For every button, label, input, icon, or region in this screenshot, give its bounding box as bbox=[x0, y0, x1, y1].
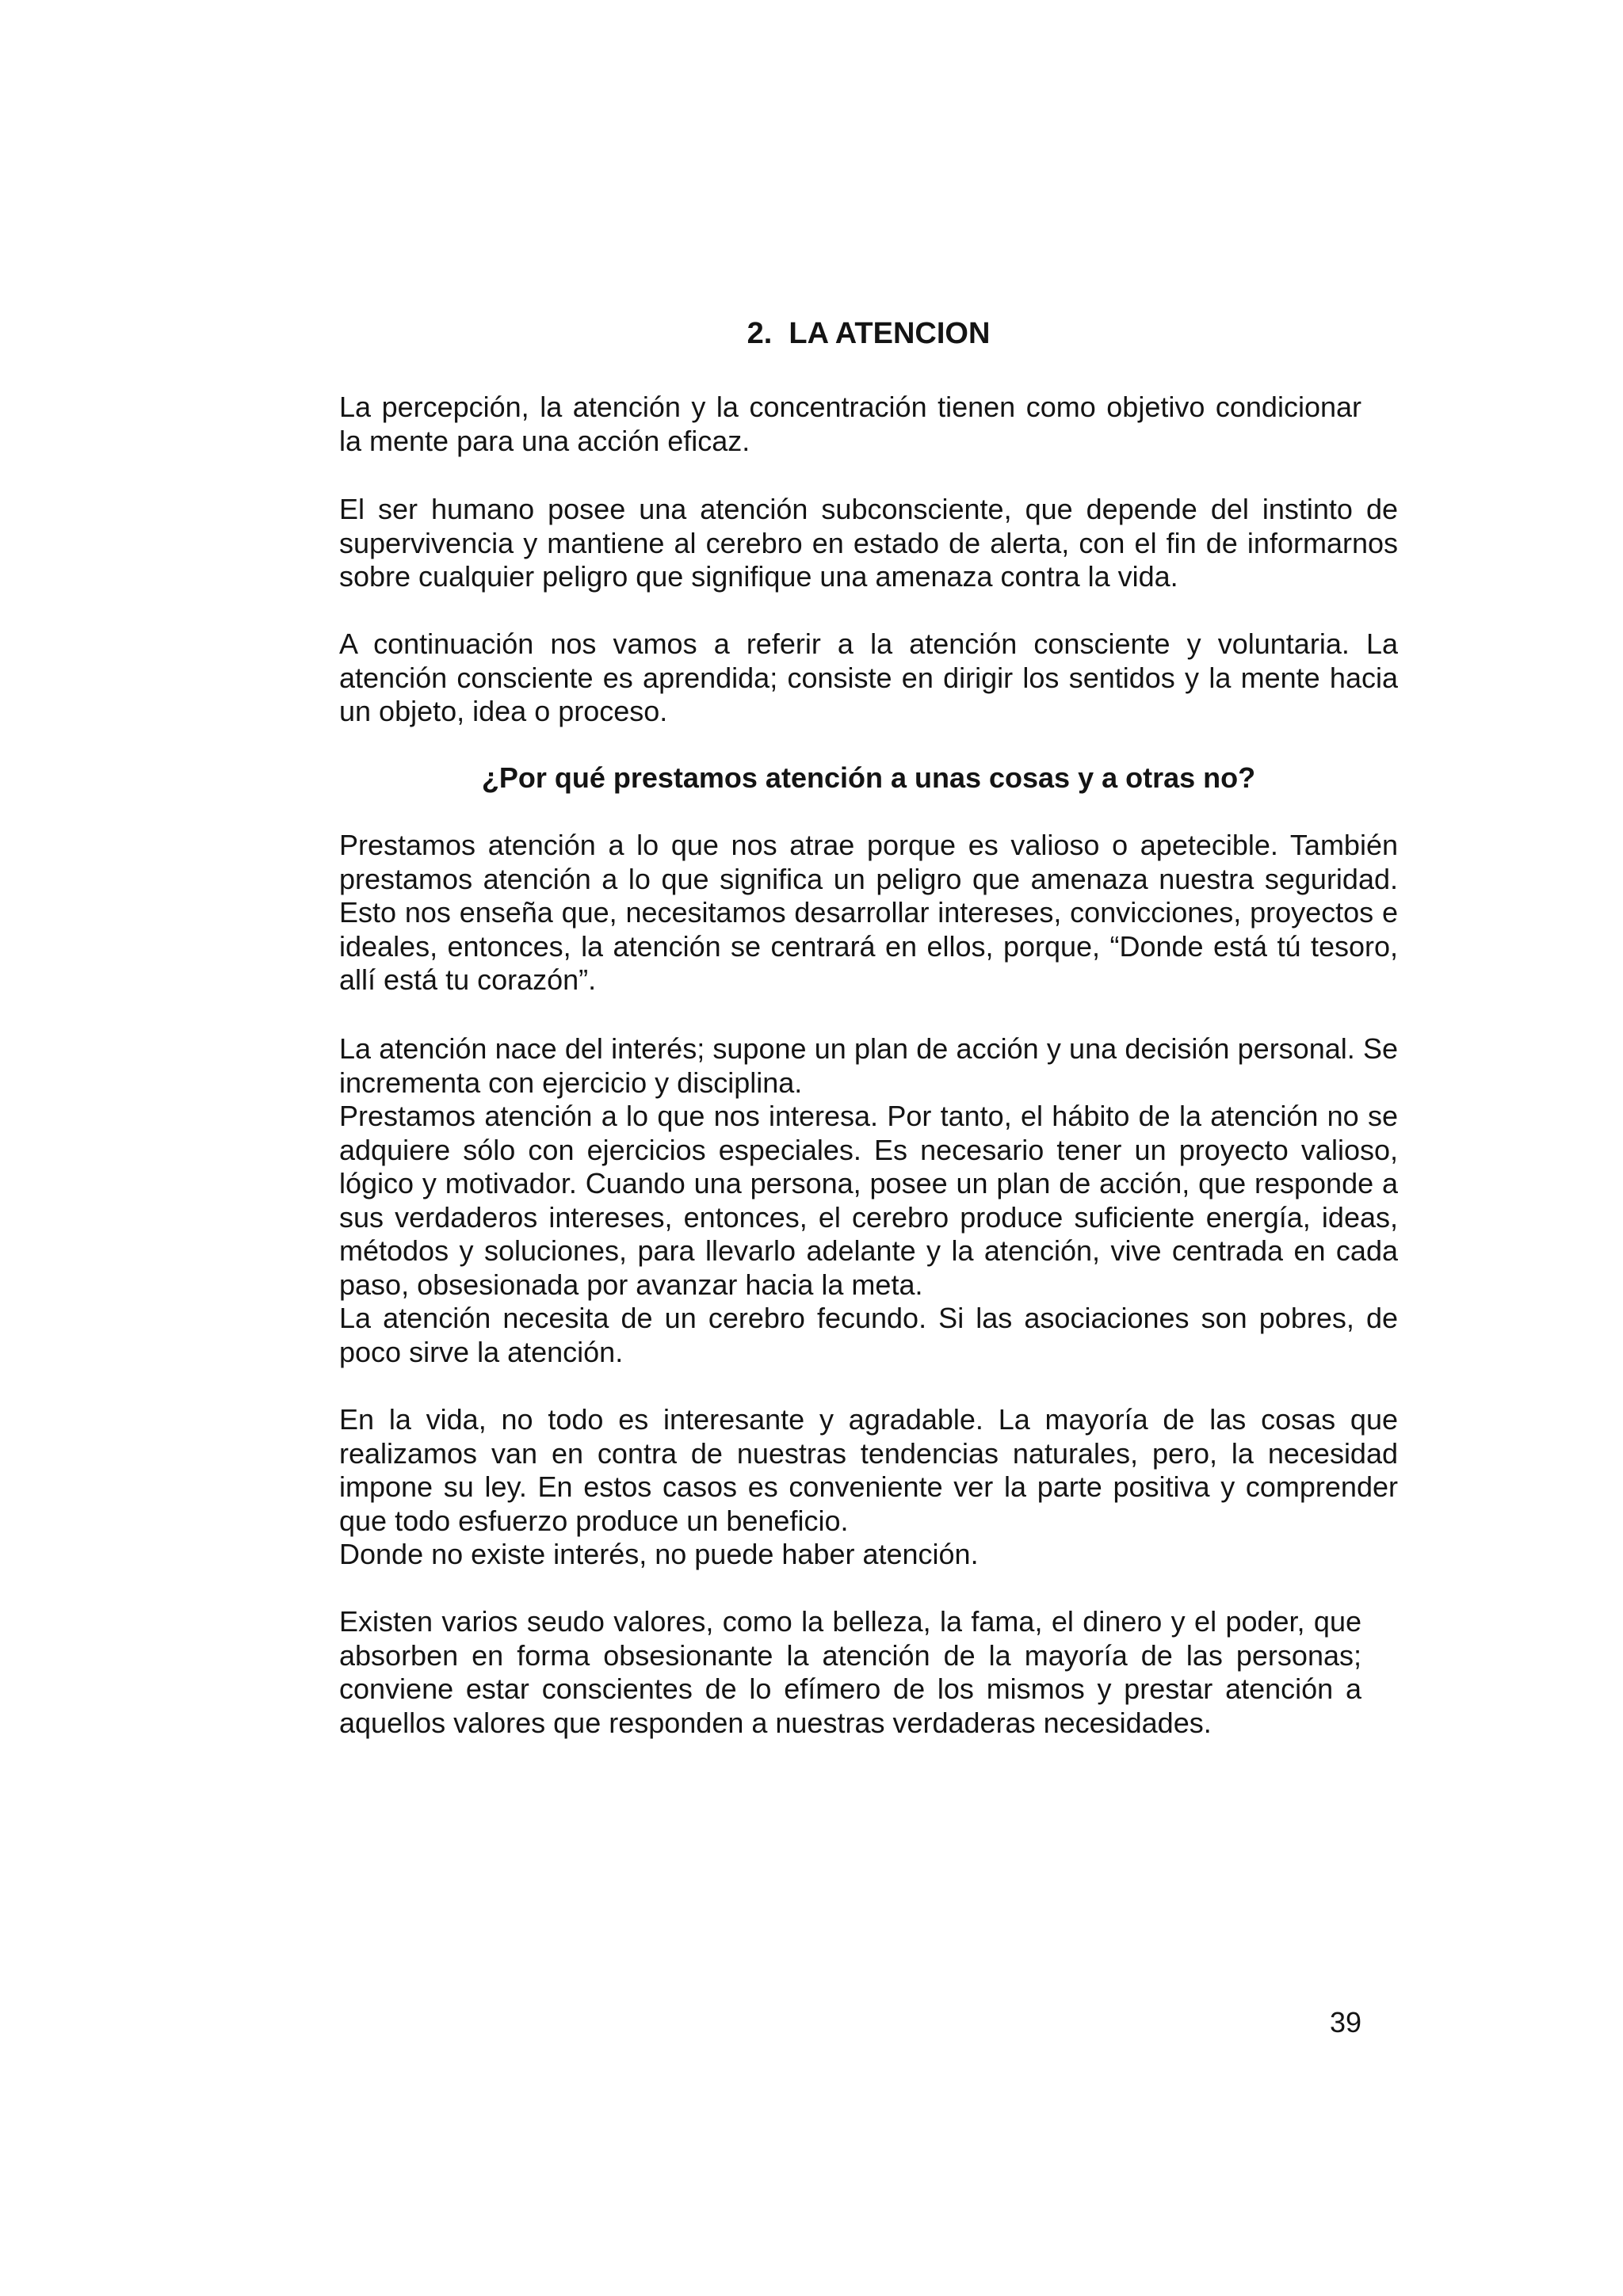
paragraph-pseudo-values: Existen varios seudo valores, como la belleza, la fama, el dinero y el poder, que absorben en forma obsesionante la atención de la mayoría de las personas; conviene estar conscientes de lo efímero de los mismos y prestar atención a aquellos valores que responden a nuestras verdaderas necesidades. bbox=[339, 1605, 1361, 1739]
paragraph-conscious-attention: A continuación nos vamos a referir a la atención consciente y voluntaria. La atención consciente es aprendida; consiste en dirigir los sentidos y la mente hacia un objeto, idea o proceso. bbox=[339, 627, 1398, 727]
paragraph-intro: La percepción, la atención y la concentración tienen como objetivo condicionar la mente para una acción eficaz. bbox=[339, 391, 1361, 457]
page-number: 39 bbox=[1329, 2006, 1361, 2039]
chapter-heading: 2. LA ATENCION bbox=[747, 317, 991, 350]
paragraph-attention-habit: Prestamos atención a lo que nos interesa. Por tanto, el hábito de la atención no se adquiere sólo con ejercicios especiales. Es necesario tener un proyecto valioso, lógico y motivador. Cuando una persona, posee un plan de acción, que responde a sus verdaderos intereses, entonces, el cerebro produce suficiente energía, ideas, métodos y soluciones, para llevarlo adelante y la atención, vive centrada en cada paso, obsesionada por avanzar hacia la meta. bbox=[339, 1100, 1398, 1301]
paragraph-life-not-interesting: En la vida, no todo es interesante y agradable. La mayoría de las cosas que realizamos van en contra de nuestras tendencias naturales, pero, la necesidad impone su ley. En estos casos es conveniente ver la parte positiva y comprender que todo esfuerzo produce un beneficio. bbox=[339, 1403, 1398, 1537]
paragraph-attention-interest: La atención nace del interés; supone un plan de acción y una decisión personal. Se incrementa con ejercicio y disciplina. bbox=[339, 1032, 1398, 1099]
paragraph-subconscious-attention: El ser humano posee una atención subconsciente, que depende del instinto de supervivencia y mantiene al cerebro en estado de alerta, con el fin de informarnos sobre cualquier peligro que signifique una amenaza contra la vida. bbox=[339, 493, 1398, 593]
paragraph-what-attracts: Prestamos atención a lo que nos atrae porque es valioso o apetecible. También prestamos atención a lo que significa un peligro que amenaza nuestra seguridad. Esto nos enseña que, necesitamos desarrollar intereses, convicciones, proyectos e ideales, entonces, la atención se centrará en ellos, porque, “Donde está tú tesoro, allí está tu corazón”. bbox=[339, 829, 1398, 996]
section-question-heading: ¿Por qué prestamos atención a unas cosas y a otras no? bbox=[481, 761, 1256, 794]
paragraph-no-interest: Donde no existe interés, no puede haber atención. bbox=[339, 1538, 979, 1570]
paragraph-fertile-brain: La atención necesita de un cerebro fecundo. Si las asociaciones son pobres, de poco sirve la atención. bbox=[339, 1302, 1398, 1368]
